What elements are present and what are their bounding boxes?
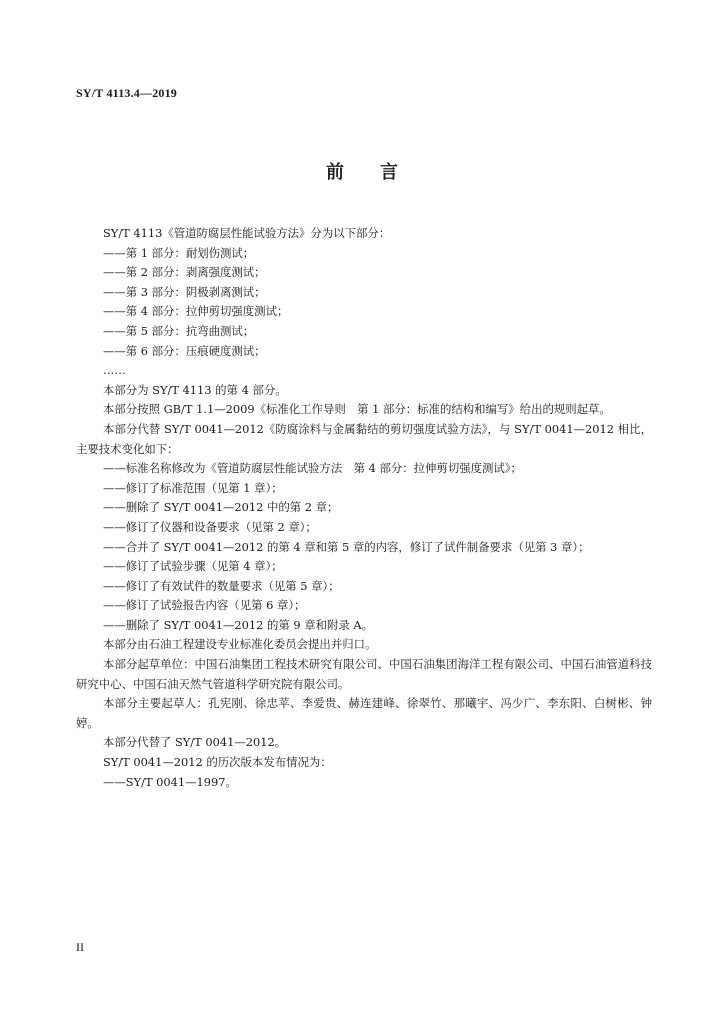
change-item-2: ——修订了标准范围（见第 1 章）； — [103, 480, 283, 495]
change-item-1: ——标准名称修改为《管道防腐层性能试验方法 第 4 部分：拉伸剪切强度测试》； — [103, 461, 522, 476]
change-item-8: ——修订了试验报告内容（见第 6 章）； — [103, 598, 306, 613]
standard-code: SY/T 4113.4—2019 — [76, 86, 177, 100]
paragraph-drafters: 本部分主要起草人：孔宪刚、徐忠苹、李爱贵、赫连建峰、徐翠竹、那曦宇、冯少广、李东阳、白树彬、钟婷。 — [76, 696, 652, 730]
paragraph-drafting-units: 本部分起草单位：中国石油集团工程技术研究有限公司、中国石油集团海洋工程有限公司、中国石油管道科技研究中心、中国石油天然气管道科学研究院有限公司。 — [76, 657, 652, 691]
list-item-part-1: ——第 1 部分：耐划伤测试； — [103, 245, 255, 260]
history-item-1: ——SY/T 0041—1997。 — [103, 774, 237, 789]
list-ellipsis: …… — [103, 363, 126, 378]
paragraph-replaced: 本部分代替了 SY/T 0041—2012。 — [103, 735, 287, 750]
paragraph-part-statement: 本部分为 SY/T 4113 的第 4 部分。 — [103, 382, 287, 397]
list-item-part-4: ——第 4 部分：拉伸剪切强度测试； — [103, 304, 289, 319]
change-item-4: ——修订了仪器和设备要求（见第 2 章）； — [103, 519, 317, 534]
list-item-part-5: ——第 5 部分：抗弯曲测试； — [103, 323, 255, 338]
paragraph-replaces: 本部分代替 SY/T 0041—2012《防腐涂料与金属黏结的剪切强度试验方法》，与 SY/T 0041—2012 相比，主要技术变化如下： — [76, 421, 652, 456]
change-item-7: ——修订了有效试件的数量要求（见第 5 章）； — [103, 578, 340, 593]
paragraph-proposer: 本部分由石油工程建设专业标准化委员会提出并归口。 — [103, 637, 377, 652]
change-item-9: ——删除了 SY/T 0041—2012 的第 9 章和附录 A。 — [103, 617, 374, 632]
paragraph-intro: SY/T 4113《管道防腐层性能试验方法》分为以下部分： — [103, 226, 391, 240]
page-title: 前言 — [326, 162, 434, 183]
change-item-5: ——合并了 SY/T 0041—2012 的第 4 章和第 5 章的内容，修订了试件制备要求（见第 3 章）； — [103, 539, 590, 554]
list-item-part-3: ——第 3 部分：阴极剥离测试； — [103, 284, 266, 299]
list-item-part-2: ——第 2 部分：剥离强度测试； — [103, 265, 266, 280]
paragraph-history: SY/T 0041—2012 的历次版本发布情况为： — [103, 755, 332, 770]
page-number: II — [76, 940, 84, 954]
change-item-3: ——删除了 SY/T 0041—2012 中的第 2 章； — [103, 500, 339, 515]
list-item-part-6: ——第 6 部分：压痕硬度测试； — [103, 343, 266, 358]
foreword-body — [76, 224, 652, 792]
change-item-6: ——修订了试验步骤（见第 4 章）； — [103, 559, 283, 574]
paragraph-drafting-rules: 本部分按照 GB/T 1.1—2009《标准化工作导则 第 1 部分：标准的结构和编写》给出的规则起草。 — [103, 402, 611, 417]
